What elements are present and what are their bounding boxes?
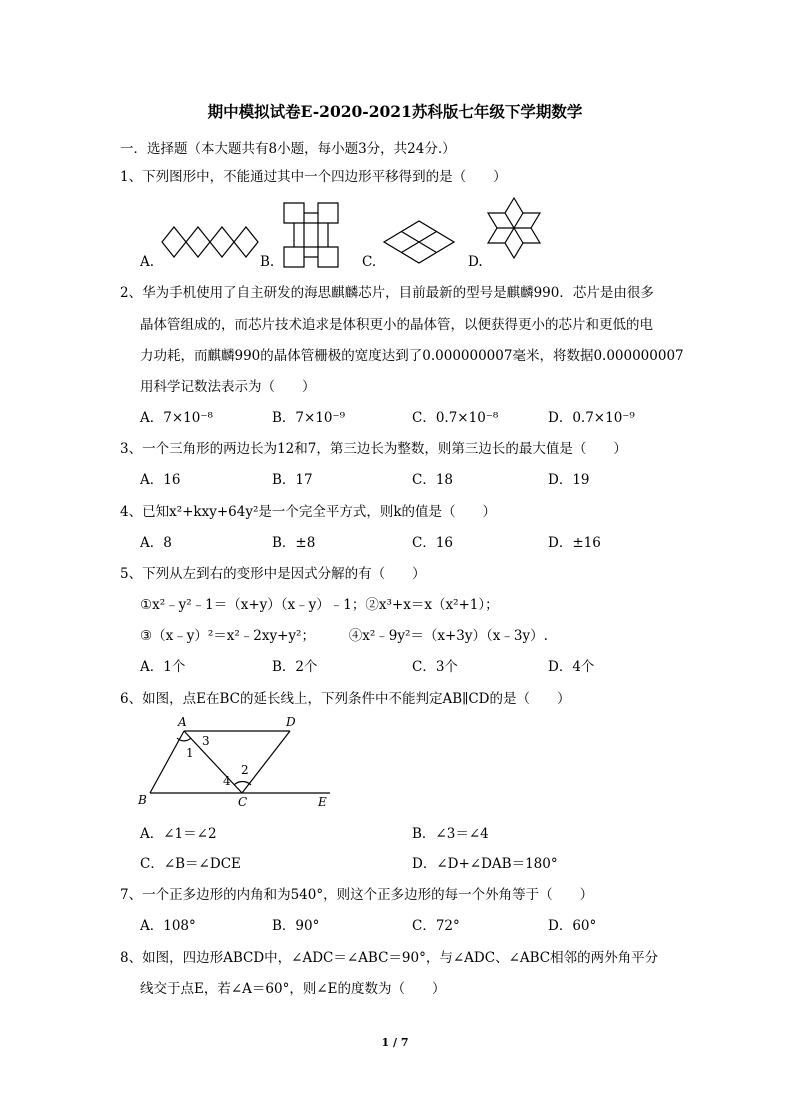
q2-line-2: 晶体管组成的，而芯片技术追求是体积更小的晶体管，以便获得更小的芯片和更低的电: [140, 317, 653, 333]
page-title: 期中模拟试卷E-2020-2021苏科版七年级下学期数学: [207, 102, 583, 121]
q3-option-c: C．18: [412, 472, 454, 488]
q8-line-2: 线交于点E，若∠A＝60°，则∠E的度数为（ ）: [140, 981, 446, 997]
q7-option-d: D．60°: [548, 918, 597, 934]
q6-label-e: E: [318, 795, 327, 809]
q2-option-a: A．7×10⁻⁸: [140, 410, 213, 426]
q6-label-d: D: [286, 715, 296, 729]
q6-label-a: A: [178, 715, 187, 729]
q4-option-a: A．8: [140, 535, 172, 551]
q6-angle-1: 1: [186, 746, 194, 760]
q5-item-2: ③（x﹣y）²＝x²﹣2xy+y²； ④x²﹣9y²＝（x+3y）（x﹣3y）.: [140, 628, 548, 644]
q7-option-a: A．108°: [140, 918, 196, 934]
q3-stem: 3、一个三角形的两边长为12和7，第三边长为整数，则第三边长的最大值是（ ）: [120, 441, 627, 457]
q6-angle-3: 3: [202, 734, 210, 748]
q4-stem: 4、已知x²+kxy+64y²是一个完全平方式，则k的值是（ ）: [120, 504, 497, 520]
q5-option-d: D．4个: [548, 659, 595, 675]
q2-option-d: D．0.7×10⁻⁹: [548, 410, 635, 426]
q7-option-c: C．72°: [412, 918, 460, 934]
q6-figure: [130, 712, 345, 812]
q3-option-d: D．19: [548, 472, 590, 488]
q6-option-c: C．∠B＝∠DCE: [140, 856, 241, 872]
q5-option-a: A．1个: [140, 659, 186, 675]
q1-figure-b: [284, 203, 338, 267]
q7-stem: 7、一个正多边形的内角和为540°，则这个正多边形的每一个外角等于（ ）: [120, 887, 594, 903]
q1-figure-d: [488, 198, 540, 258]
q4-option-d: D．±16: [548, 535, 601, 551]
q1-stem: 1、下列图形中，不能通过其中一个四边形平移得到的是（ ）: [120, 169, 507, 185]
q2-line-1: 2、华为手机使用了自主研发的海思麒麟芯片，目前最新的型号是麒麟990．芯片是由很多: [120, 285, 654, 301]
q1-figure-c: [384, 221, 454, 263]
q4-option-c: C．16: [412, 535, 454, 551]
q3-option-b: B．17: [272, 472, 313, 488]
q2-line-3: 力功耗，而麒麟990的晶体管栅极的宽度达到了0.000000007毫米，将数据0.000000007: [140, 348, 684, 364]
q5-option-b: B．2个: [272, 659, 318, 675]
q6-option-b: B．∠3＝∠4: [412, 826, 489, 842]
q6-stem: 6、如图，点E在BC的延长线上，下列条件中不能判定AB∥CD的是（ ）: [120, 691, 571, 707]
q1-option-a: A.: [140, 254, 155, 270]
q1-option-b: B.: [260, 254, 275, 270]
q6-angle-4: 4: [223, 774, 231, 788]
q6-label-c: C: [238, 795, 248, 809]
q7-option-b: B．90°: [272, 918, 320, 934]
q6-option-d: D．∠D+∠DAB＝180°: [412, 856, 558, 872]
page-number: 1 / 7: [381, 1036, 409, 1049]
q6-label-b: B: [138, 793, 147, 807]
q3-option-a: A．16: [140, 472, 181, 488]
q6-option-a: A．∠1＝∠2: [140, 826, 217, 842]
q2-option-c: C．0.7×10⁻⁸: [412, 410, 499, 426]
q5-item-1: ①x²﹣y²﹣1＝（x+y）（x﹣y）﹣1；②x³+x＝x（x²+1）；: [140, 597, 499, 613]
q8-line-1: 8、如图，四边形ABCD中，∠ADC＝∠ABC＝90°，与∠ADC、∠ABC相邻的两外角平分: [120, 950, 659, 966]
q2-option-b: B．7×10⁻⁹: [272, 410, 346, 426]
q1-option-d: D.: [468, 254, 483, 270]
q2-line-4: 用科学记数法表示为（ ）: [140, 379, 316, 395]
q6-angle-2: 2: [241, 763, 249, 777]
q5-stem: 5、下列从左到右的变形中是因式分解的有（ ）: [120, 566, 426, 582]
q1-option-c: C.: [362, 254, 377, 270]
q4-option-b: B．±8: [272, 535, 316, 551]
q1-figure-a: [162, 227, 258, 257]
q5-option-c: C．3个: [412, 659, 458, 675]
section-heading: 一．选择题（本大题共有8小题，每小题3分，共24分.）: [120, 141, 456, 157]
q1-figures: [120, 195, 580, 275]
